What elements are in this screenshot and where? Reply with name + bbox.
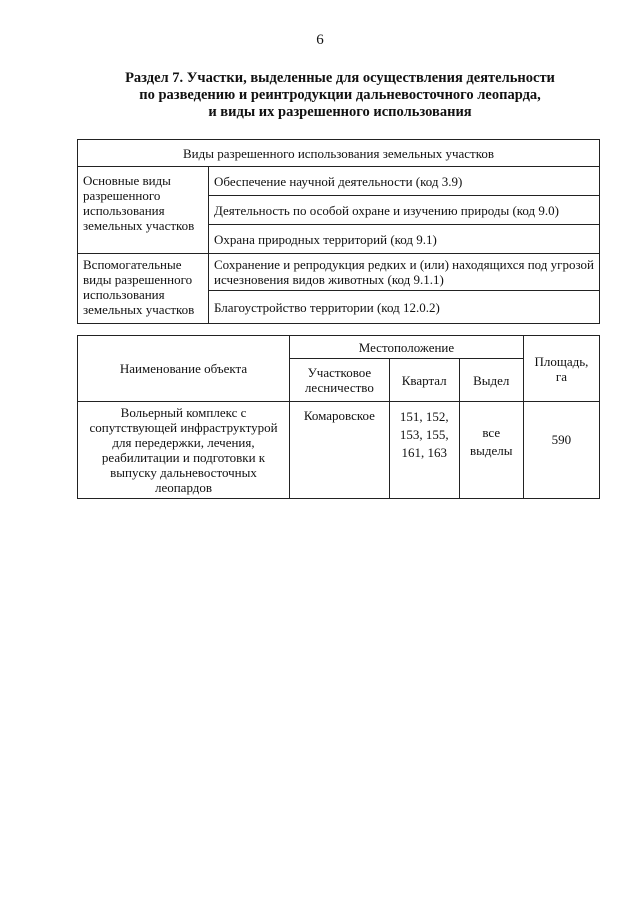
aux-use-2: Благоустройство территории (код 12.0.2) xyxy=(209,291,600,324)
header-area: Площадь, га xyxy=(523,336,599,402)
main-use-3: Охрана природных территорий (код 9.1) xyxy=(209,225,600,254)
main-use-2: Деятельность по особой охране и изучению природы (код 9.0) xyxy=(209,196,600,225)
object-name: Вольерный комплекс с сопутствующей инфраструктурой для передержки, лечения, реабилитации и подготовки к выпуску дальневосточных леопардов xyxy=(78,402,290,499)
uses-table-header: Виды разрешенного использования земельных участков xyxy=(78,140,600,167)
aux-use-1: Сохранение и репродукция редких и (или) находящихся под угрозой исчезновения видов животных (код 9.1.1) xyxy=(209,254,600,291)
aux-uses-label: Вспомогательные виды разрешенного использования земельных участков xyxy=(78,254,209,324)
main-use-1: Обеспечение научной деятельности (код 3.9) xyxy=(209,167,600,196)
main-uses-label: Основные виды разрешенного использования земельных участков xyxy=(78,167,209,254)
object-location-table xyxy=(77,335,600,499)
permitted-uses-table xyxy=(77,139,600,324)
object-forestry: Комаровское xyxy=(290,402,390,499)
header-quarter: Квартал xyxy=(389,359,459,402)
page-number: 6 xyxy=(316,32,324,48)
title-line-3: и виды их разрешенного использования xyxy=(208,104,472,120)
header-object-name: Наименование объекта xyxy=(78,336,290,402)
table-row xyxy=(78,402,600,499)
section-title xyxy=(80,70,600,121)
header-section: Выдел xyxy=(459,359,523,402)
header-location: Местоположение xyxy=(290,336,524,359)
object-quarter: 151, 152, 153, 155, 161, 163 xyxy=(389,402,459,499)
object-area: 590 xyxy=(523,402,599,499)
header-forestry: Участковое лесничество xyxy=(290,359,390,402)
title-line-1: Раздел 7. Участки, выделенные для осуществления деятельности xyxy=(125,70,555,86)
object-section: все выделы xyxy=(459,402,523,499)
title-line-2: по разведению и реинтродукции дальневосточного леопарда, xyxy=(139,87,541,103)
